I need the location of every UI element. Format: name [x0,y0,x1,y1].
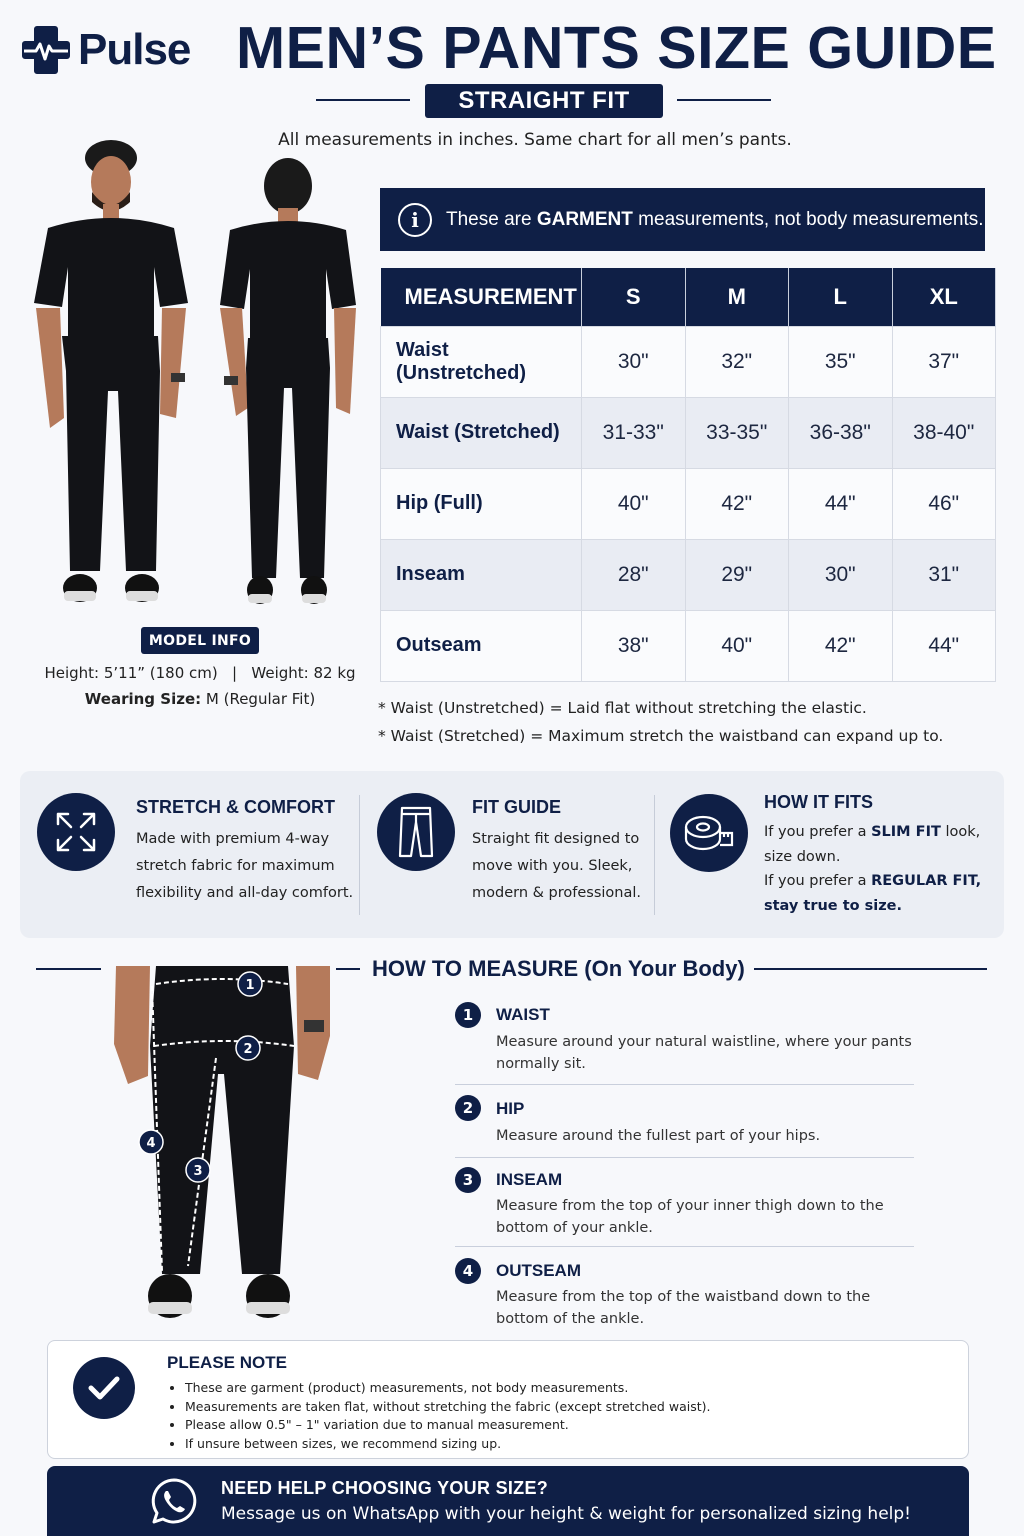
table-cell: 38" [582,610,686,681]
row-label: Waist (Unstretched) [381,326,582,397]
step-line: normally sit. [496,1056,586,1072]
how-it-fits-title: HOW IT FITS [764,792,873,812]
fit-guide-title: FIT GUIDE [472,797,561,817]
row-label: Waist (Stretched) [381,397,582,468]
step-number: 4 [455,1258,481,1284]
wearing-size-label: Wearing Size: [84,690,202,708]
pants-icon [377,793,455,871]
please-note-title: PLEASE NOTE [167,1353,287,1372]
step-line: Measure around your natural waistline, where your pants [496,1034,912,1050]
whatsapp-help-text: Message us on WhatsApp with your height & weight for personalized sizing help! [221,1504,911,1524]
model-front-photo [28,138,198,613]
column-header: M [685,268,789,326]
step-text-waist [496,1031,912,1075]
note-item: • Measurements are taken flat, without stretching the fabric (except stretched waist). [185,1398,710,1417]
true-to-size-line: stay true to size. [764,897,903,914]
table-cell: 36-38" [789,397,893,468]
step-divider [455,1157,914,1158]
step-title-waist: WAIST [496,1005,550,1024]
wearing-size-value: M (Regular Fit) [201,690,316,708]
section-rule-left [36,968,101,970]
svg-text:3: 3 [193,1164,203,1179]
table-cell: 40" [582,468,686,539]
column-header: XL [892,268,996,326]
model-back-photo [218,158,358,613]
slim-suffix: look, [940,824,981,840]
stretch-title: STRETCH & COMFORT [136,797,335,817]
table-cell: 32" [685,326,789,397]
svg-text:2: 2 [243,1042,253,1057]
step-line: bottom of your ankle. [496,1220,653,1236]
column-header: S [582,268,686,326]
info-suffix: measurements, not body measurements. [632,208,984,230]
slim-prefix: If you prefer a [764,824,872,840]
how-it-fits-text [764,820,981,918]
step-text-hip [496,1125,820,1147]
title-rule-right [677,99,771,101]
stretch-text [136,826,353,907]
stretch-line: stretch fabric for maximum [136,858,335,874]
section-rule-mid [336,968,360,970]
slim-fit-emphasis: SLIM FIT [871,824,941,840]
model-height-weight: Height: 5’11” (180 cm) | Weight: 82 kg [44,664,356,682]
regular-fit-emphasis: REGULAR FIT, [871,873,982,889]
table-row [381,539,996,610]
step-line: Measure from the top of the waistband down to the [496,1289,871,1305]
stretch-line: Made with premium 4-way [136,831,330,847]
table-cell: 42" [685,468,789,539]
size-chart-table [380,268,996,682]
whatsapp-help-title: NEED HELP CHOOSING YOUR SIZE? [221,1478,549,1498]
note-item: • If unsure between sizes, we recommend sizing up. [185,1435,710,1454]
footnote-unstretched: * Waist (Unstretched) = Laid flat without stretching the elastic. [378,699,867,717]
step-line: Measure around the fullest part of your hips. [496,1128,821,1144]
whatsapp-help-banner[interactable] [47,1466,969,1536]
row-label: Hip (Full) [381,468,582,539]
feature-divider [359,795,360,915]
table-cell: 29" [685,539,789,610]
step-title-inseam: INSEAM [496,1170,563,1189]
page-subtitle: All measurements in inches. Same chart for all men’s pants. [278,130,792,150]
table-row [381,326,996,397]
step-title-hip: HIP [496,1099,525,1118]
feature-divider [654,795,655,915]
table-cell: 37" [892,326,996,397]
row-label: Outseam [381,610,582,681]
model-wearing-size [20,690,380,708]
table-cell: 33-35" [685,397,789,468]
fit-line: move with you. Sleek, [472,858,633,874]
table-cell: 44" [789,468,893,539]
regular-fit-line [764,869,981,894]
table-cell: 31-33" [582,397,686,468]
table-header-row [381,268,996,326]
info-prefix: These are [446,208,537,230]
size-down-line: size down. [764,848,841,865]
fit-line: modern & professional. [472,885,642,901]
fit-guide-text [472,826,641,907]
table-cell: 28" [582,539,686,610]
column-header: MEASUREMENT [381,268,582,326]
column-header: L [789,268,893,326]
step-line: Measure from the top of your inner thigh down to the [496,1198,884,1214]
table-cell: 40" [685,610,789,681]
step-number: 3 [455,1167,481,1193]
fit-badge: STRAIGHT FIT [425,84,663,118]
page-title: MEN’S PANTS SIZE GUIDE [236,15,997,81]
expand-arrows-icon [37,793,115,871]
table-cell: 35" [789,326,893,397]
note-item: • These are garment (product) measurements, not body measurements. [185,1379,710,1398]
step-line: bottom of the ankle. [496,1311,645,1327]
step-text-inseam [496,1195,884,1239]
svg-text:1: 1 [245,978,255,993]
row-label: Inseam [381,539,582,610]
table-cell: 38-40" [892,397,996,468]
medical-cross-icon [20,24,72,76]
checkmark-icon [73,1357,135,1419]
how-to-measure-title: HOW TO MEASURE (On Your Body) [372,956,745,981]
table-row [381,468,996,539]
table-cell: 30" [789,539,893,610]
please-note-list [185,1379,710,1453]
table-cell: 44" [892,610,996,681]
whatsapp-icon [149,1476,199,1526]
info-icon: i [398,203,432,237]
table-row [381,397,996,468]
table-row [381,610,996,681]
note-item: • Please allow 0.5" – 1" variation due to manual measurement. [185,1416,710,1435]
section-rule-right [754,968,987,970]
table-cell: 42" [789,610,893,681]
svg-text:4: 4 [146,1136,156,1151]
title-rule-left [316,99,410,101]
step-number: 2 [455,1095,481,1121]
regular-prefix: If you prefer a [764,873,872,889]
step-divider [455,1246,914,1247]
please-note-box [47,1340,969,1459]
slim-fit-line [764,820,981,845]
garment-info-banner [380,188,985,251]
fit-line: Straight fit designed to [472,831,640,847]
info-emphasis: GARMENT [536,208,633,230]
step-text-outseam [496,1286,870,1330]
step-title-outseam: OUTSEAM [496,1261,581,1280]
garment-info-text [446,209,984,231]
step-number: 1 [455,1002,481,1028]
table-cell: 46" [892,468,996,539]
brand-name: Pulse [78,25,191,74]
step-divider [455,1084,914,1085]
model-info-badge: MODEL INFO [141,627,259,654]
brand-logo [20,24,190,76]
tape-measure-icon [670,794,748,872]
measure-diagram-photo [112,966,334,1328]
table-cell: 30" [582,326,686,397]
footnote-stretched: * Waist (Stretched) = Maximum stretch the waistband can expand up to. [378,727,944,745]
table-cell: 31" [892,539,996,610]
stretch-line: flexibility and all-day comfort. [136,885,354,901]
